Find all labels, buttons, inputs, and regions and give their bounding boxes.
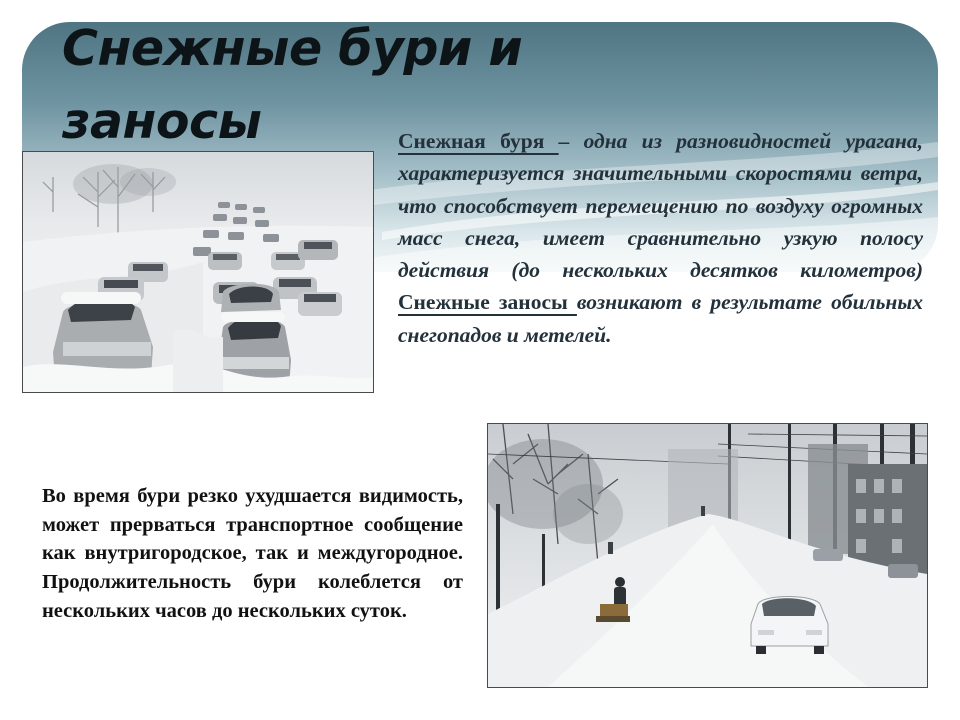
definition-text	[398, 125, 923, 351]
consequences-text: Во время бури резко ухудшается видимость, может прерваться транспортное сообщение как внутригородское, так и междугородное. Продолжительность бури колеблется от нескольких часов до нескольких суток.	[42, 485, 463, 622]
snowdrifts-definition: возникают в результате обильных снегопадов и метелей.	[398, 290, 923, 347]
term-snowstorm: Снежная буря	[398, 129, 559, 153]
snowstorm-definition: – одна из разновидностей урагана, характеризуется значительными скоростями ветра, что способствует перемещению по воздуху огромных масс снега, имеет сравнительно узкую полосу действия (до нескольких десятков километров)	[398, 129, 923, 283]
slide-title: Снежные бури и заносы	[62, 20, 523, 150]
photo-cars-in-snow	[22, 151, 374, 393]
term-snowdrifts: Снежные заносы	[398, 290, 577, 315]
photo-snowy-street	[487, 423, 928, 688]
